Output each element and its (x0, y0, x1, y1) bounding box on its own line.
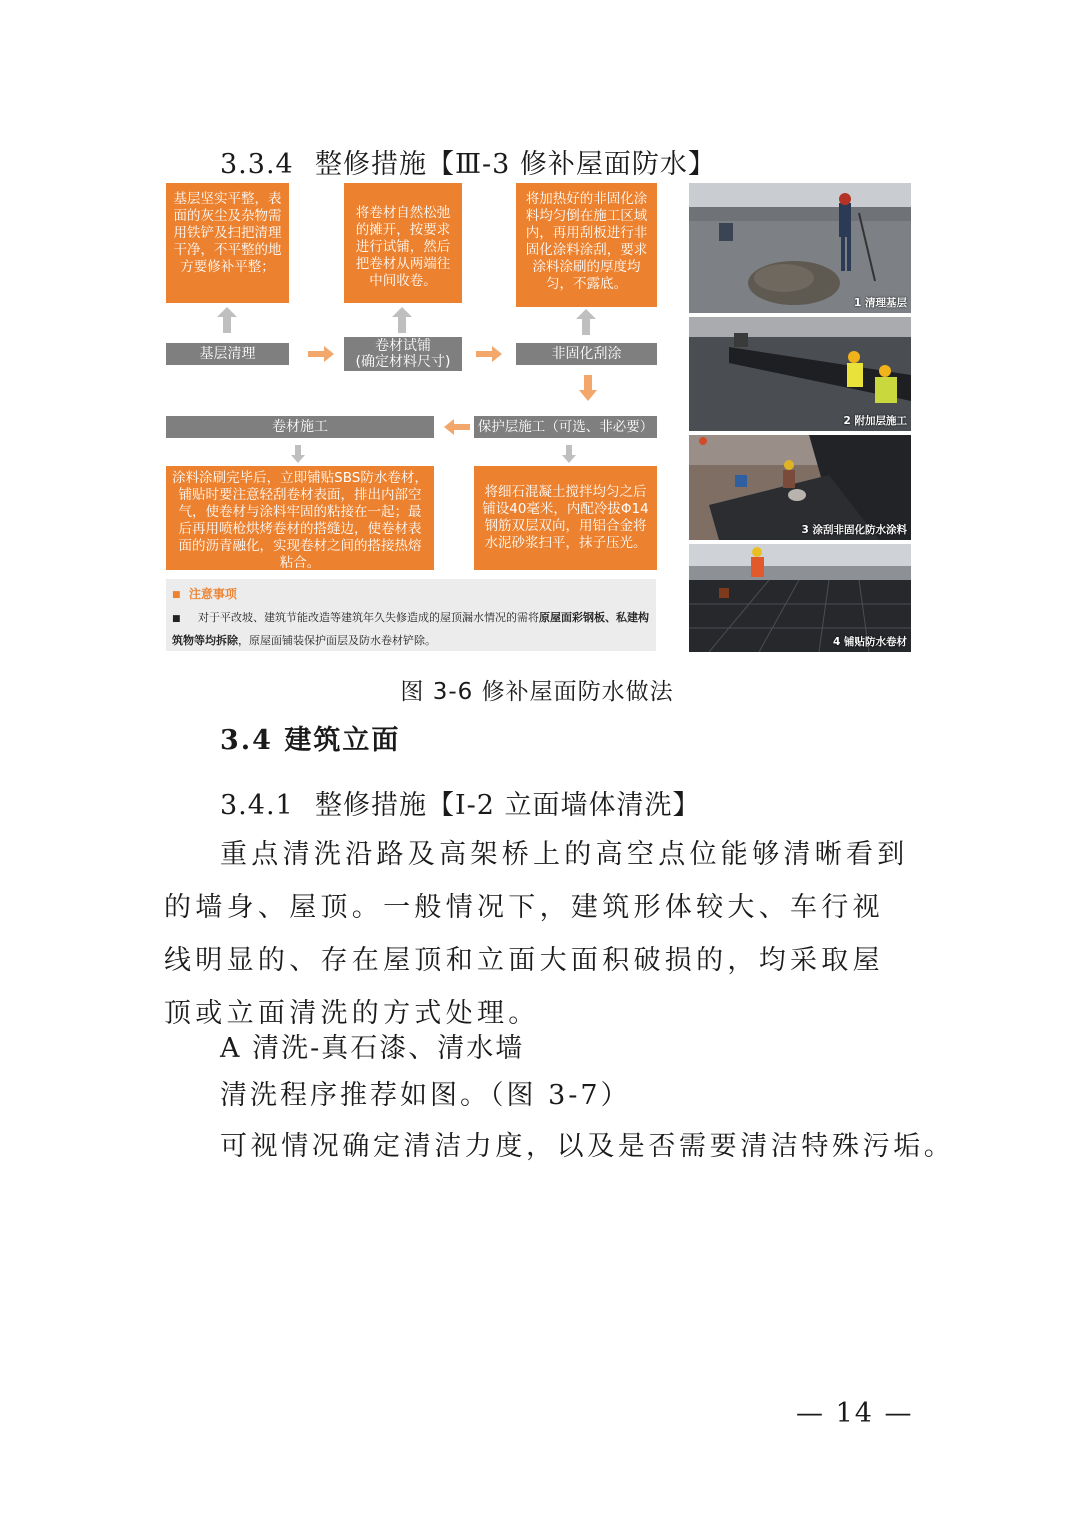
section-number: 3.4.1 (220, 790, 294, 821)
arrow-right-icon (308, 346, 334, 362)
step-trial-laying: 卷材试铺 (确定材料尺寸) (344, 337, 462, 371)
photo-coating (689, 435, 911, 540)
figure-3-6 (166, 183, 912, 653)
section-title: 整修措施【Ⅲ-3 修补屋面防水】 (315, 149, 716, 180)
arrow-down-icon (562, 445, 576, 463)
body-line-a: A 清洗-真石漆、清水墙 (220, 1033, 525, 1064)
photo-clean-base (689, 183, 911, 313)
step-base-cleaning: 基层清理 (166, 343, 289, 365)
process-box-trial-laying: 将卷材自然松弛的摊开，按要求进行试铺，然后把卷材从两端往中间收卷。 (344, 183, 462, 303)
step-protective-layer: 保护层施工（可选、非必要） (474, 416, 657, 438)
section-heading-3-4: 3.4 建筑立面 (220, 725, 401, 756)
arrow-up-icon (392, 307, 412, 333)
step-membrane-construction: 卷材施工 (166, 416, 434, 438)
section-heading-3-4-1 (220, 783, 701, 822)
notice-title: ■ 注意事项 (172, 587, 237, 601)
section-title: 整修措施【Ⅰ-2 立面墙体清洗】 (315, 790, 701, 821)
figure-caption: 图 3-6 修补屋面防水做法 (400, 679, 674, 705)
page-number: — 14 — (796, 1398, 914, 1429)
photo-caption: 3 涂刮非固化防水涂料 (801, 524, 907, 536)
photo-caption: 2 附加层施工 (843, 415, 907, 427)
body-line-b: 清洗程序推荐如图。（图 3-7） (220, 1080, 631, 1111)
arrow-right-icon (476, 346, 502, 362)
arrow-up-icon (217, 307, 237, 333)
section-number: 3.3.4 (220, 149, 294, 180)
arrow-up-icon (576, 309, 596, 335)
process-box-coating: 将加热好的非固化涂料均匀倒在施工区域内，再用刮板进行非固化涂料涂刮，要求涂料涂刷的厚度均匀，不露底。 (516, 183, 657, 307)
notice-panel (166, 579, 656, 651)
notice-text: ■ 对于平改坡、建筑节能改造等建筑年久失修造成的屋顶漏水情况的需将原屋面彩钢板、私建构筑物等均拆除，原屋面铺装保护面层及防水卷材铲除。 (172, 611, 649, 647)
photo-additional-layer (689, 317, 911, 431)
process-box-membrane: 涂料涂刷完毕后，立即铺贴SBS防水卷材，铺贴时要注意轻刮卷材表面，排出内部空气，使卷材与涂料牢固的粘接在一起；最后再用喷枪烘烤卷材的搭缝边，使卷材表面的沥青融化，实现卷材之间的搭接热熔粘合。 (166, 466, 434, 570)
body-paragraph: 重点清洗沿路及高架桥上的高空点位能够清晰看到的墙身、屋顶。一般情况下，建筑形体较大、车行视线明显的、存在屋顶和立面大面积破损的，均采取屋顶或立面清洗的方式处理。 (164, 839, 909, 1029)
photo-membrane (689, 544, 911, 652)
arrow-down-icon (579, 375, 597, 401)
arrow-left-icon (444, 419, 470, 435)
photo-caption: 4 铺贴防水卷材 (833, 636, 907, 648)
body-line-c: 可视情况确定清洁力度，以及是否需要清洁特殊污垢。 (220, 1131, 955, 1162)
step-non-curing-coating: 非固化刮涂 (516, 343, 657, 365)
section-heading-3-3-4 (220, 142, 716, 181)
process-box-cleaning: 基层坚实平整，表面的灰尘及杂物需用铁铲及扫把清理干净，不平整的地方要修补平整； (166, 183, 289, 303)
process-box-protective: 将细石混凝土搅拌均匀之后铺设40毫米，内配冷拔Φ14钢筋双层双向，用铝合金将水泥砂浆扫平，抹子压光。 (474, 466, 657, 570)
arrow-down-icon (291, 445, 305, 463)
photo-caption: 1 清理基层 (854, 297, 907, 309)
